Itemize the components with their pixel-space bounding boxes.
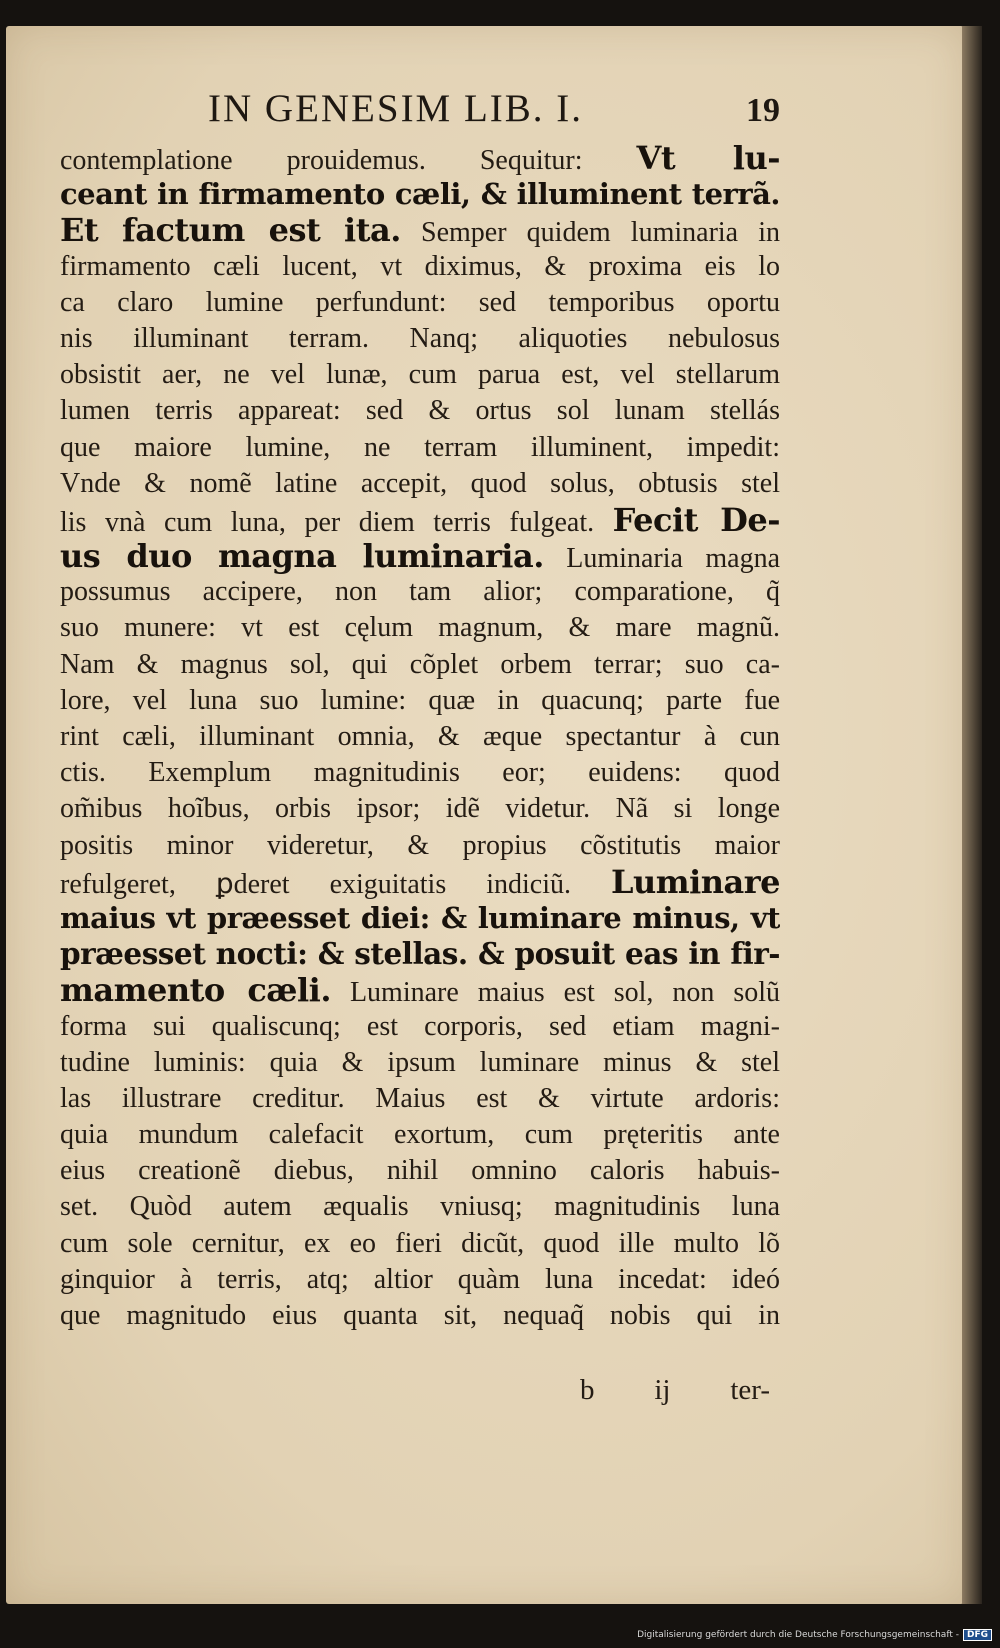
digitization-credit (637, 1629, 992, 1641)
text-line (60, 140, 780, 176)
scripture-quote: præesset nocti: & stellas. & posuit eas in fir- (60, 936, 780, 972)
scripture-quote: mamento cæli. (60, 972, 331, 1009)
text-line (60, 1009, 780, 1045)
text-segment: set. Quòd autem æqualis vniusq; magnitudinis luna (60, 1191, 780, 1223)
text-segment: ginquior à terris, atq; altior quàm luna incedat: ideó (60, 1263, 780, 1295)
text-line (60, 719, 780, 755)
text-line (60, 900, 780, 936)
text-segment: nis illuminant terram. Nanq; aliquoties nebulosus (60, 322, 780, 354)
text-segment: cum sole cernitur, ex eo fieri dicũt, quod ille multo lõ (60, 1227, 780, 1259)
text-line (60, 321, 780, 357)
text-line (60, 1262, 780, 1298)
text-segment: contemplatione prouidemus. Sequitur: (60, 145, 637, 176)
text-line (60, 466, 780, 502)
text-line (60, 1153, 780, 1189)
text-line (60, 864, 780, 900)
text-segment: eius creationẽ diebus, nihil omnino caloris habuis- (60, 1155, 780, 1187)
text-segment: Luminare maius est sol, non solũ (330, 977, 780, 1009)
text-segment: Luminaria magna (543, 543, 780, 575)
text-segment: obsistit aer, ne vel lunæ, cum parua est, vel stellarum (60, 359, 780, 391)
text-line (60, 538, 780, 574)
text-line (60, 755, 780, 791)
text-line (60, 574, 780, 610)
text-segment: om̃ibus hoĩbus, orbis ipsor; idẽ videtur. Nã si longe (60, 793, 780, 825)
page-header (60, 86, 780, 136)
text-segment: lore, vel luna suo lumine: quæ in quacunq; parte fue (60, 684, 780, 716)
text-segment: que maiore lumine, ne terram illuminent, impedit: (60, 431, 780, 463)
signature-mark: b (580, 1374, 595, 1406)
text-line (60, 176, 780, 212)
text-segment: ca claro lumine perfundunt: sed temporibus oportu (60, 286, 780, 318)
text-segment: ctis. Exemplum magnitudinis eor; euidens: quod (60, 757, 780, 789)
text-line (60, 393, 780, 429)
dfg-logo: DFG (963, 1629, 992, 1641)
text-line (60, 1298, 780, 1334)
text-line (60, 610, 780, 646)
text-line (60, 285, 780, 321)
scripture-quote: Vt lu- (636, 140, 780, 177)
text-segment: lis vnà cum luna, per diem terris fulgeat. (60, 506, 613, 538)
scripture-quote: Luminare (611, 863, 780, 900)
text-segment: rint cæli, illuminant omnia, & æque spectantur à cun (60, 721, 780, 752)
scripture-quote: maius vt præesset diei: & luminare minus, vt (60, 900, 780, 935)
text-line (60, 1226, 780, 1262)
text-line (60, 1081, 780, 1117)
text-line (60, 1117, 780, 1153)
text-line (60, 1045, 780, 1081)
text-line (60, 249, 780, 285)
text-segment: quia mundum calefacit exortum, cum pręteritis ante (60, 1119, 780, 1151)
text-line (60, 828, 780, 864)
text-segment: positis minor videretur, & propius cõstitutis maior (60, 829, 780, 861)
signature-number: ij (654, 1374, 671, 1406)
text-line (60, 502, 780, 538)
text-line (60, 430, 780, 466)
text-block (60, 140, 780, 1334)
page-edge-shadow (962, 26, 982, 1604)
text-segment: forma sui qualiscunq; est corporis, sed etiam magni- (60, 1010, 780, 1042)
text-segment: Nam & magnus sol, qui cõplet orbem terrar; suo ca- (60, 648, 780, 680)
text-segment: las illustrare creditur. Maius est & virtute ardoris: (60, 1082, 780, 1114)
scripture-quote: Et factum est ita. (60, 212, 401, 249)
text-segment: Vnde & nomẽ latine accepit, quod solus, obtusis stel (60, 467, 780, 499)
catchword: ter- (730, 1374, 770, 1406)
text-segment: lumen terris appareat: sed & ortus sol lunam stellás (60, 395, 780, 427)
text-line (60, 1189, 780, 1225)
text-line (60, 936, 780, 972)
text-line (60, 972, 780, 1008)
text-segment: refulgeret, ꝑderet exiguitatis indiciũ. (60, 868, 611, 900)
catchwords (580, 1374, 770, 1407)
text-segment: possumus accipere, non tam alior; comparatione, q̃ (60, 576, 780, 608)
scripture-quote: Fecit De- (612, 501, 780, 539)
text-line (60, 791, 780, 827)
text-segment: Semper quidem luminaria in (400, 217, 780, 249)
text-line (60, 647, 780, 683)
text-segment: tudine luminis: quia & ipsum luminare minus & stel (60, 1046, 780, 1078)
text-line (60, 357, 780, 393)
scripture-quote: us duo magna luminaria. (60, 538, 544, 575)
text-line (60, 212, 780, 248)
text-segment: que magnitudo eius quanta sit, nequaq̃ nobis qui in (60, 1300, 780, 1331)
scripture-quote: ceant in firmamento cæli, & illuminent terrã. (60, 177, 780, 212)
text-segment: firmamento cæli lucent, vt diximus, & proxima eis lo (60, 250, 780, 282)
credit-text: Digitalisierung gefördert durch die Deutsche Forschungsgemeinschaft - (637, 1630, 959, 1640)
folio-number: 19 (746, 92, 780, 129)
running-head: IN GENESIM LIB. I. (208, 87, 584, 130)
text-segment: suo munere: vt est cęlum magnum, & mare magnũ. (60, 612, 780, 644)
text-line (60, 683, 780, 719)
